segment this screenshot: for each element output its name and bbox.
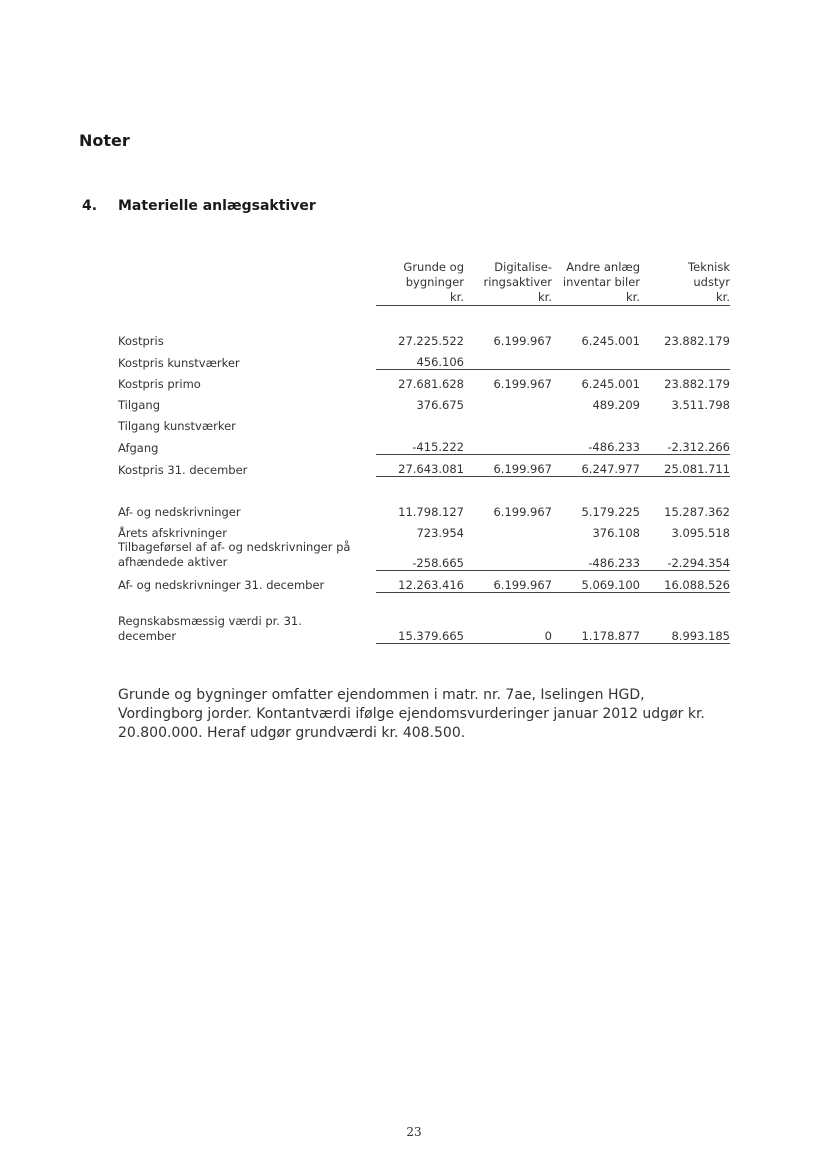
cell-value: 27.225.522 [398,334,464,348]
cell-value: 6.199.967 [464,455,552,477]
row-label [118,540,376,570]
cell-value: -2.294.354 [640,540,730,570]
cell-value: -258.665 [376,540,464,570]
note-paragraph: Grunde og bygninger omfatter ejendommen i matr. nr. 7ae, Iselingen HGD, Vordingborg jorder. Kontantværdi ifølge ejendomsvurderinger januar 2012 udgør kr. 20.800.000. Heraf udgør grundværdi kr. 408.500. [118,687,705,741]
row-label-line: afhændede aktiver [118,555,228,569]
cell-value: 27.681.628 [398,377,464,391]
page-heading: Noter [79,131,130,150]
table-row [118,519,730,540]
row-label: Tilgang [118,398,160,412]
cell-value: 0 [464,614,552,644]
page-number: 23 [406,1125,422,1139]
col-header: kr. [640,290,730,306]
table-header-row [118,290,730,306]
cell-value: -486.233 [552,433,640,455]
row-label: Kostpris primo [118,377,201,391]
row-label-line: Regnskabsmæssig værdi pr. 31. [118,613,302,628]
col-header: Teknisk [688,260,730,274]
cell-value: 12.263.416 [376,570,464,592]
cell-value: 15.287.362 [664,505,730,519]
table-row [118,348,730,370]
table-row [118,327,730,348]
row-label: Kostpris 31. december [118,462,248,477]
cell-value: 23.882.179 [664,334,730,348]
cell-value [464,348,552,370]
cell-value: 5.179.225 [581,505,640,519]
section-number: 4. [82,198,98,214]
col-header: kr. [376,290,464,306]
cell-value: 723.954 [416,526,464,540]
section-title: Materielle anlægsaktiver [118,198,316,214]
table-row [118,498,730,519]
row-label: Kostpris kunstværker [118,355,240,370]
row-label: Kostpris [118,334,164,348]
cell-value [464,540,552,570]
cell-value: 8.993.185 [640,614,730,644]
row-label: Årets afskrivninger [118,526,227,540]
col-header: ringsaktiver [483,275,552,289]
col-header: Andre anlæg [566,260,640,274]
table-row [118,614,730,644]
cell-value: 3.095.518 [671,526,730,540]
cell-value: 15.379.665 [376,614,464,644]
cell-value: 6.199.967 [493,377,552,391]
cell-value [552,412,640,433]
cell-value: 16.088.526 [640,570,730,592]
row-label-line: december [118,628,177,643]
cell-value: 25.081.711 [640,455,730,477]
cell-value: 1.178.877 [552,614,640,644]
cell-value: 11.798.127 [398,505,464,519]
cell-value: 23.882.179 [664,377,730,391]
row-label-line: Tilbageførsel af af- og nedskrivninger på [118,540,351,554]
col-header: bygninger [405,275,464,289]
cell-value [464,519,552,540]
cell-value [640,412,730,433]
row-label [118,614,376,644]
cell-value: 376.108 [592,526,640,540]
table-row [118,570,730,592]
cell-value: 27.643.081 [376,455,464,477]
cell-value [464,412,552,433]
table-row [118,391,730,412]
cell-value: 489.209 [592,398,640,412]
cell-value: 6.199.967 [493,505,552,519]
row-label: Af- og nedskrivninger [118,505,241,519]
col-header: inventar biler [562,275,640,289]
cell-value: 6.199.967 [493,334,552,348]
table-row [118,370,730,392]
col-header: Digitalise- [494,260,552,274]
cell-value: -2.312.266 [640,433,730,455]
cell-value [552,348,640,370]
table-header-row [118,260,730,275]
cell-value [464,391,552,412]
col-header: kr. [464,290,552,306]
table-row [118,412,730,433]
table-row [118,540,730,570]
cell-value: -486.233 [552,540,640,570]
table-row [118,455,730,477]
col-header: Grunde og [403,260,464,274]
cell-value: 6.247.977 [552,455,640,477]
cell-value: 6.199.967 [464,570,552,592]
cell-value: 5.069.100 [552,570,640,592]
cell-value [376,412,464,433]
table-row [118,433,730,455]
row-label: Af- og nedskrivninger 31. december [118,578,325,592]
cell-value: 6.245.001 [581,377,640,391]
cell-value: 376.675 [416,398,464,412]
cell-value: -415.222 [376,433,464,455]
cell-value [464,433,552,455]
table-header-row [118,275,730,290]
cell-value: 456.106 [376,348,464,370]
cell-value [640,348,730,370]
col-header: kr. [552,290,640,306]
row-label: Afgang [118,440,159,455]
asset-table [118,260,730,644]
col-header: udstyr [693,275,730,289]
cell-value: 6.245.001 [581,334,640,348]
row-label: Tilgang kunstværker [118,419,236,433]
cell-value: 3.511.798 [671,398,730,412]
